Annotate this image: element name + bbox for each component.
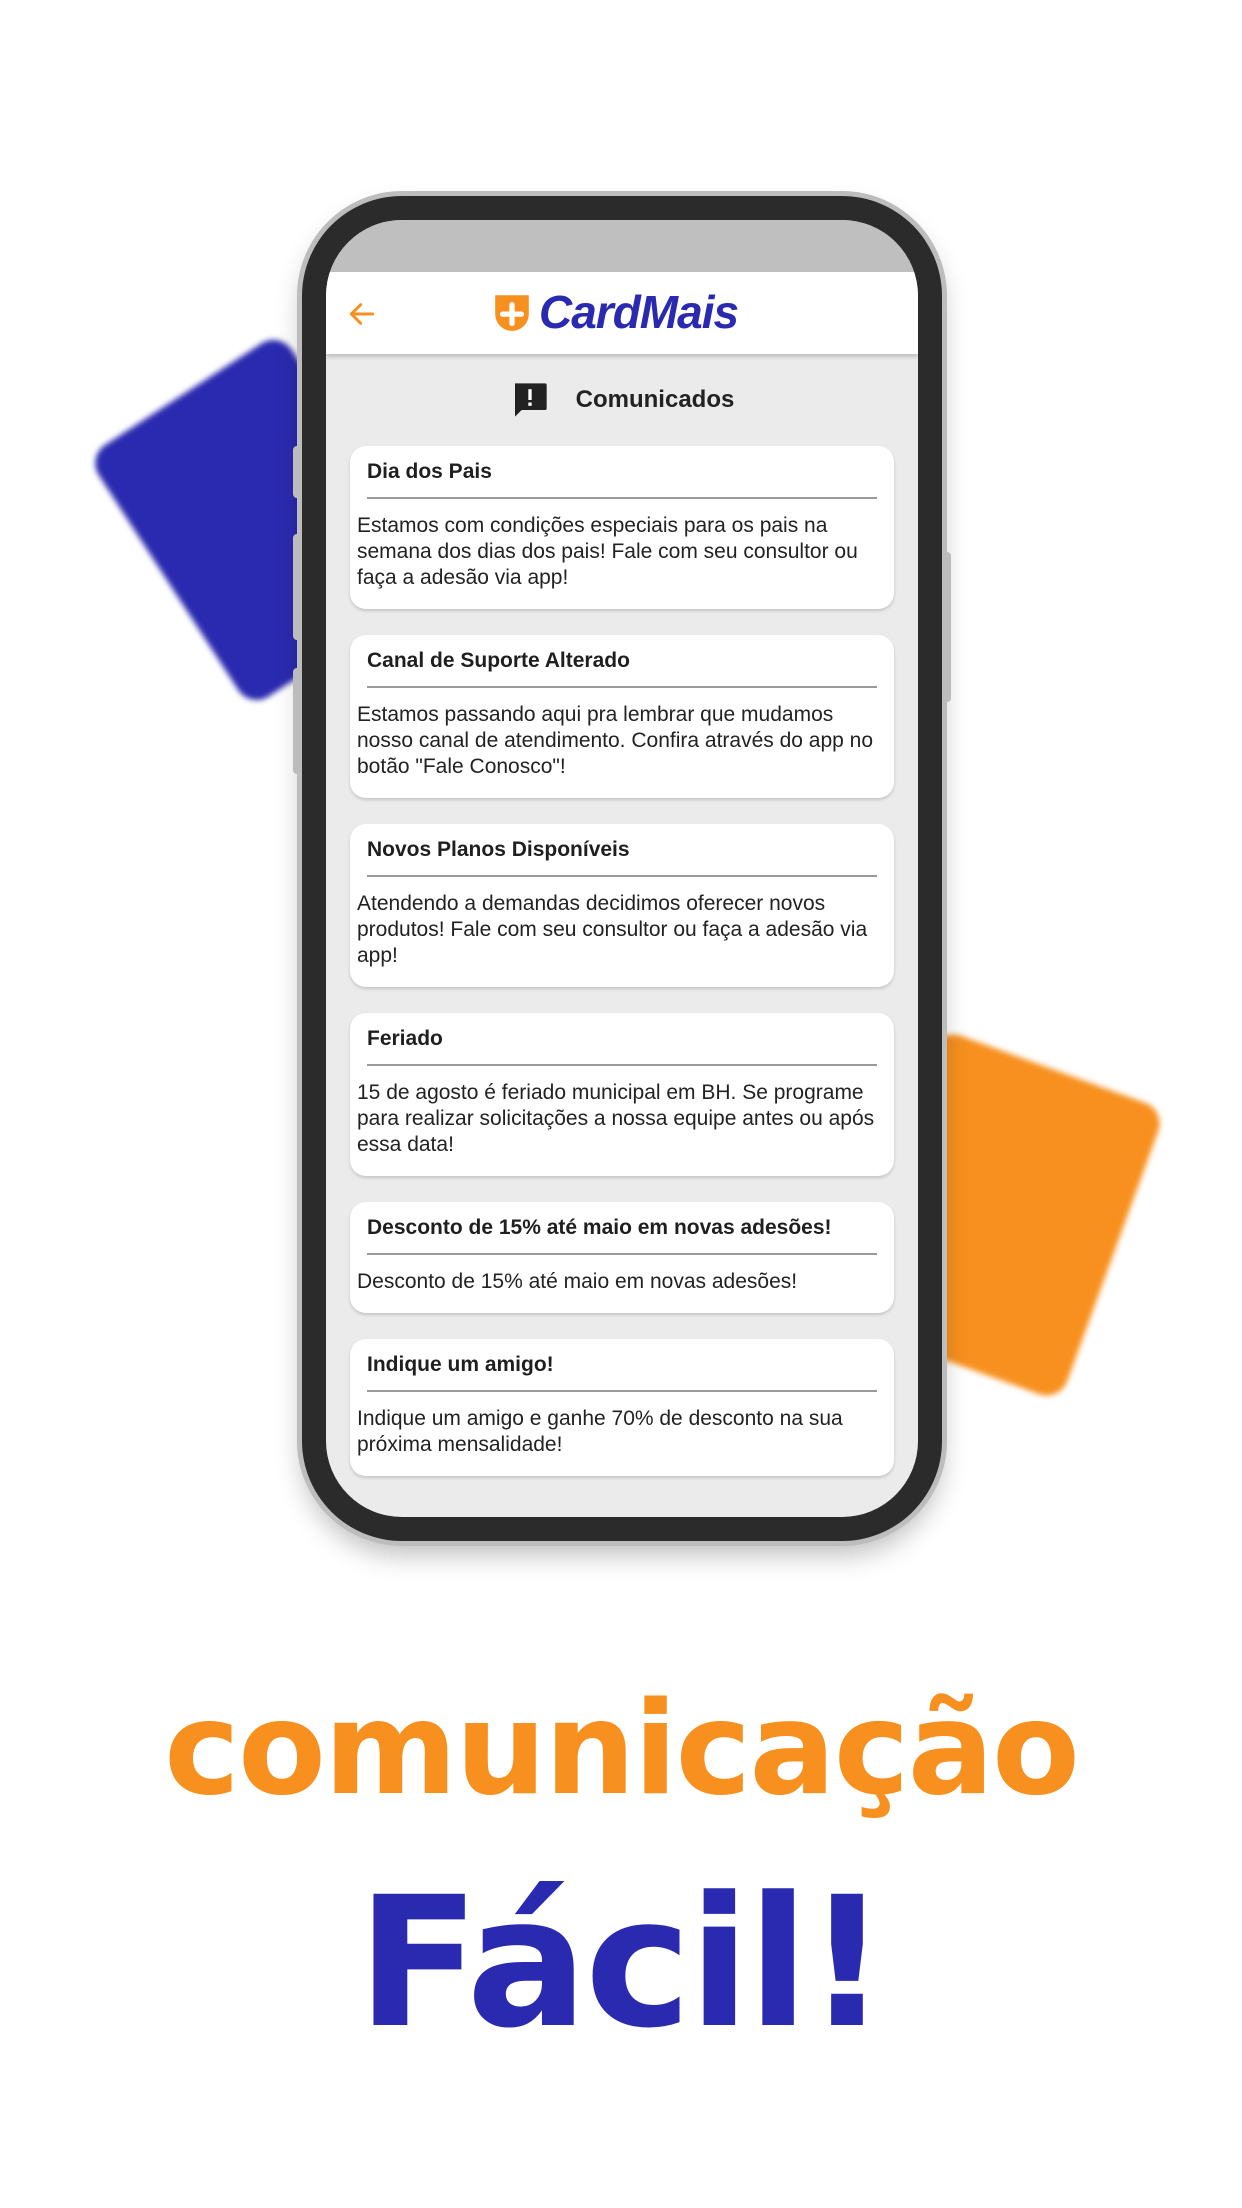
announcement-title: Dia dos Pais xyxy=(367,460,877,499)
cardmais-logo xyxy=(491,286,739,338)
phone-power-button xyxy=(943,552,951,702)
announcement-body: Estamos passando aqui pra lembrar que mudamos nosso canal de atendimento. Confira através do app no botão "Fale Conosco"! xyxy=(357,703,874,778)
announcement-title: Canal de Suporte Alterado xyxy=(367,649,877,688)
announcement-title: Feriado xyxy=(367,1027,877,1066)
announcement-card[interactable] xyxy=(350,635,894,798)
phone-volume-up-button xyxy=(293,534,301,640)
announcement-title: Indique um amigo! xyxy=(367,1353,877,1392)
announcement-card[interactable] xyxy=(350,1339,894,1476)
status-bar xyxy=(326,220,918,272)
announcement-card[interactable] xyxy=(350,446,894,609)
announcement-body: 15 de agosto é feriado municipal em BH. Se programe para realizar solicitações a nossa equipe antes ou após essa data! xyxy=(357,1081,875,1156)
announcement-body: Indique um amigo e ganhe 70% de desconto na sua próxima mensalidade! xyxy=(357,1407,843,1456)
announcement-card[interactable] xyxy=(350,1202,894,1313)
announcement-list xyxy=(326,446,918,1476)
logo-wordmark: CardMais xyxy=(539,286,739,338)
phone-side-button xyxy=(293,446,301,498)
phone-volume-down-button xyxy=(293,668,301,774)
announcement-title: Novos Planos Disponíveis xyxy=(367,838,877,877)
phone-mockup xyxy=(302,196,942,1541)
app-bar xyxy=(326,272,918,354)
section-header xyxy=(326,354,918,446)
announcement-title: Desconto de 15% até maio em novas adesões! xyxy=(367,1216,877,1255)
phone-screen xyxy=(326,220,918,1517)
announcement-body: Desconto de 15% até maio em novas adesões! xyxy=(357,1270,798,1293)
announcement-card[interactable] xyxy=(350,1013,894,1176)
tagline-line-2: Fácil! xyxy=(356,1859,886,2068)
announcement-body: Atendendo a demandas decidimos oferecer novos produtos! Fale com seu consultor ou faça a adesão via app! xyxy=(357,892,868,967)
message-alert-icon xyxy=(510,380,550,420)
logo-plus-icon xyxy=(491,291,533,333)
announcement-card[interactable] xyxy=(350,824,894,987)
tagline-line-1: comunicação xyxy=(164,1675,1078,1824)
page-title: Comunicados xyxy=(575,386,735,413)
announcement-body: Estamos com condições especiais para os pais na semana dos dias dos pais! Fale com seu consultor ou faça a adesão via app! xyxy=(357,514,858,589)
arrow-left-icon[interactable] xyxy=(346,298,378,330)
